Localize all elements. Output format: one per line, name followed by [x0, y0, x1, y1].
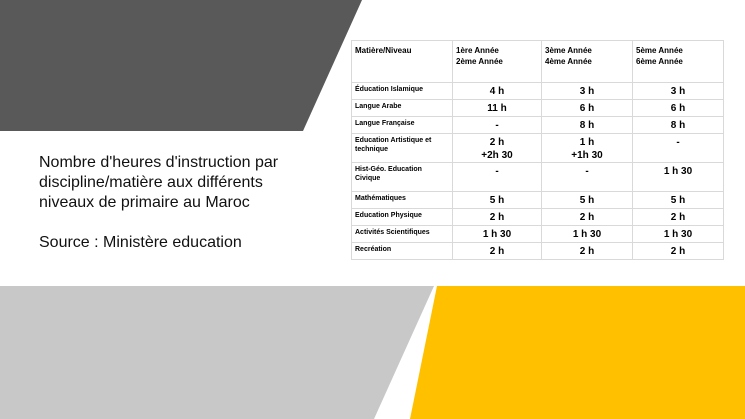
value-cell: 1 h +1h 30 — [542, 134, 633, 163]
value-cell: 1 h 30 — [542, 226, 633, 243]
value-cell: - — [453, 117, 542, 134]
subject-cell: Recréation — [352, 243, 453, 260]
value-cell: 1 h 30 — [633, 163, 724, 192]
value-cell: - — [633, 134, 724, 163]
header-cell: 5ème Année 6ème Année — [633, 41, 724, 83]
subject-cell: Éducation Islamique — [352, 83, 453, 100]
value-cell: 11 h — [453, 100, 542, 117]
yellow-footer-shape — [410, 286, 745, 419]
value-cell: 3 h — [542, 83, 633, 100]
value-cell: 5 h — [453, 192, 542, 209]
value-cell: 5 h — [633, 192, 724, 209]
value-cell: - — [542, 163, 633, 192]
light-gray-footer-shape — [0, 286, 434, 419]
table-row — [352, 226, 724, 243]
subject-cell: Hist-Géo. Education Civique — [352, 163, 453, 192]
slide-title: Nombre d'heures d'instruction par discipline/matière aux différents niveaux de primaire au Maroc — [39, 154, 279, 211]
value-cell: 4 h — [453, 83, 542, 100]
value-cell: 8 h — [633, 117, 724, 134]
header-cell: 1ère Année 2ème Année — [453, 41, 542, 83]
value-cell: 2 h — [633, 209, 724, 226]
subject-cell: Langue Arabe — [352, 100, 453, 117]
value-cell: 6 h — [542, 100, 633, 117]
subject-cell: Langue Française — [352, 117, 453, 134]
table-row — [352, 83, 724, 100]
caption-block — [39, 153, 314, 253]
value-cell: 2 h — [453, 209, 542, 226]
value-cell: 2 h — [542, 209, 633, 226]
value-cell: 3 h — [633, 83, 724, 100]
subject-cell: Mathématiques — [352, 192, 453, 209]
value-cell: 2 h — [633, 243, 724, 260]
header-cell: Matière/Niveau — [352, 41, 453, 83]
source-note: Source : Ministère education — [39, 234, 242, 251]
value-cell: 5 h — [542, 192, 633, 209]
value-cell: 1 h 30 — [453, 226, 542, 243]
value-cell: 2 h — [453, 243, 542, 260]
table-row — [352, 117, 724, 134]
table-row — [352, 243, 724, 260]
table-row — [352, 100, 724, 117]
value-cell: 8 h — [542, 117, 633, 134]
value-cell: 2 h — [542, 243, 633, 260]
value-cell: 1 h 30 — [633, 226, 724, 243]
value-cell: 2 h +2h 30 — [453, 134, 542, 163]
subject-cell: Education Artistique et technique — [352, 134, 453, 163]
table-header-row — [352, 41, 724, 83]
table-row — [352, 134, 724, 163]
subject-cell: Education Physique — [352, 209, 453, 226]
instruction-hours-table — [351, 40, 724, 260]
table-row — [352, 163, 724, 192]
table-row — [352, 192, 724, 209]
value-cell: - — [453, 163, 542, 192]
table-row — [352, 209, 724, 226]
header-cell: 3ème Année 4ème Année — [542, 41, 633, 83]
dark-gray-banner-shape — [0, 0, 362, 131]
subject-cell: Activités Scientifiques — [352, 226, 453, 243]
value-cell: 6 h — [633, 100, 724, 117]
